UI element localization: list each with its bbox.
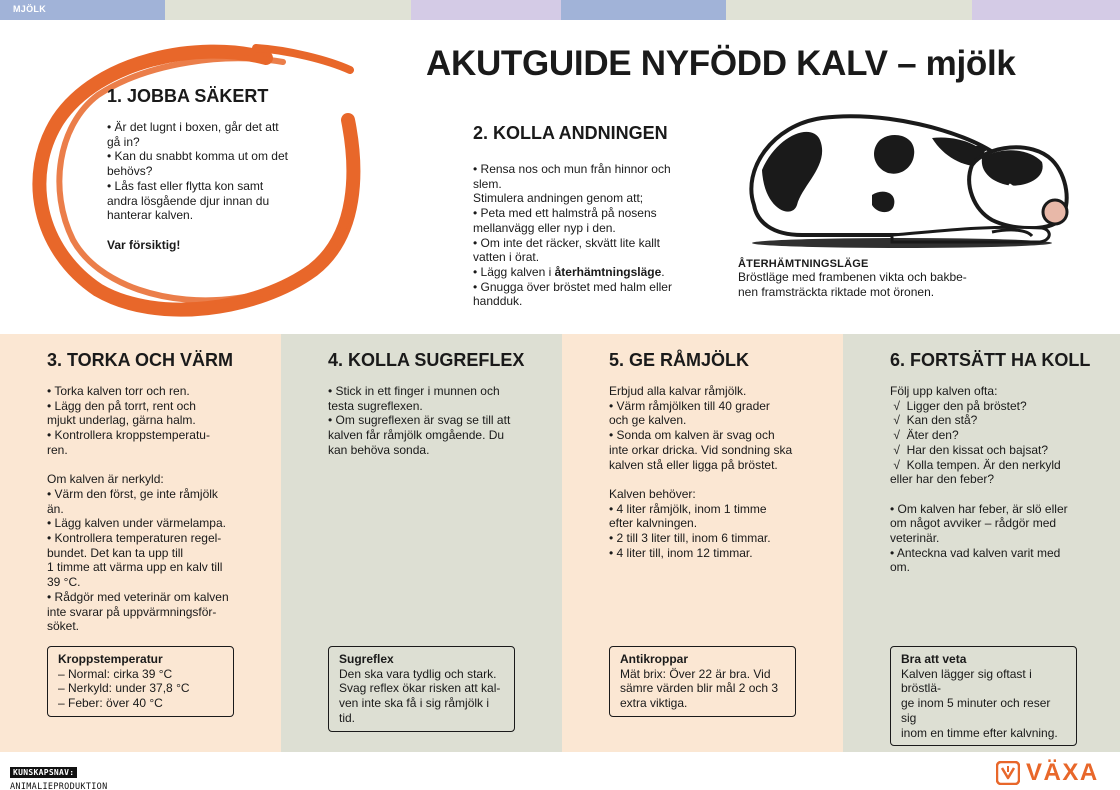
panel-check-suck-reflex <box>281 334 562 752</box>
text-line: handduk. <box>473 294 523 309</box>
text-line: gå in? <box>107 134 140 149</box>
text-line: • Kan du snabbt komma ut om det <box>107 149 288 164</box>
recovery-position-caption <box>738 258 1000 299</box>
panel-body <box>890 384 1080 575</box>
footer-label-bottom: ANIMALIEPRODUKTION <box>10 782 108 790</box>
text-line: • 4 liter råmjölk, inom 1 timme <box>609 501 767 516</box>
text-line: Den ska vara tydlig och stark. <box>339 666 497 681</box>
info-box-title: Sugreflex <box>339 652 394 666</box>
text-line: veterinär. <box>890 531 940 546</box>
stripe-segment <box>726 0 972 20</box>
text-line: • Om kalven har feber, är slö eller <box>890 501 1068 516</box>
text-line: extra viktiga. <box>620 696 688 711</box>
checklist-item: √ Kolla tempen. Är den nerkyld <box>890 457 1061 472</box>
panel-body <box>47 384 237 634</box>
info-box-antibodies <box>609 646 796 717</box>
text-line: • Gnugga över bröstet med halm eller <box>473 279 672 294</box>
checklist-item: √ Äter den? <box>890 428 959 443</box>
text-line: nen framsträckta riktade mot öronen. <box>738 284 935 299</box>
panel-heading: 6. FORTSÄTT HA KOLL <box>890 350 1091 370</box>
text-line: • Om sugreflexen är svag se till att <box>328 413 511 428</box>
caption-body <box>738 270 1000 299</box>
text-line: Kalven lägger sig oftast i bröstlä- <box>901 666 1032 696</box>
text-line: • 2 till 3 liter till, inom 6 timmar. <box>609 531 771 546</box>
text-line: • Lägg kalven i återhämtningsläge. <box>473 264 665 279</box>
text-line: kalven stå eller ligga på bröstet. <box>609 457 778 472</box>
text-line <box>609 472 799 487</box>
text-line: inom en timme efter kalvning. <box>901 725 1058 740</box>
text-line: • Om inte det räcker, skvätt lite kallt <box>473 235 660 250</box>
text-line: • Peta med ett halmstrå på nosens <box>473 206 657 221</box>
section-heading: 2. KOLLA ANDNINGEN <box>473 123 668 143</box>
info-box-good-to-know <box>890 646 1077 746</box>
kunskapsnav-label <box>10 762 108 790</box>
text-line: • Stick in ett finger i munnen och <box>328 384 500 398</box>
vaxa-logo-icon <box>996 761 1020 785</box>
text-line: hanterar kalven. <box>107 208 194 223</box>
text-line: testa sugreflexen. <box>328 398 423 413</box>
text-line: • Värm den först, ge inte råmjölk än. <box>47 486 218 516</box>
category-tag: MJÖLK <box>13 4 46 14</box>
text-line: söket. <box>47 619 80 634</box>
footer-label-top: KUNSKAPSNAV: <box>10 767 77 778</box>
checklist-item: √ Kan den stå? <box>890 413 978 428</box>
text-line: • 4 liter till, inom 12 timmar. <box>609 545 753 560</box>
text-line: om något avviker – rådgör med <box>890 516 1057 531</box>
text-line: • Lägg kalven under värmelampa. <box>47 516 226 531</box>
text-line <box>890 487 1080 502</box>
text-line: – Nerkyld: under 37,8 °C <box>58 681 190 696</box>
info-box-body-temperature <box>47 646 234 717</box>
section-body <box>473 162 688 309</box>
text-line: kan behöva sonda. <box>328 442 430 457</box>
caption-title: ÅTERHÄMTNINGSLÄGE <box>738 258 869 270</box>
panel-heading: 5. GE RÅMJÖLK <box>609 350 750 370</box>
panel-body <box>328 384 518 458</box>
stripe-segment <box>165 0 411 20</box>
text-line: behövs? <box>107 164 153 179</box>
text-line: mjukt underlag, gärna halm. <box>47 413 196 428</box>
text-line: • Rådgör med veterinär om kalven <box>47 589 229 604</box>
vaxa-logo-text: VÄXA <box>1026 759 1099 786</box>
panel-heading: 3. TORKA OCH VÄRM <box>47 350 234 370</box>
text-line: • Kontrollera kroppstemperatu- <box>47 428 210 443</box>
text-line: Erbjud alla kalvar råmjölk. <box>609 384 747 398</box>
text-line: • Lägg den på torrt, rent och <box>47 398 196 413</box>
stripe-segment <box>561 0 726 20</box>
text-line: ven inte ska få i sig råmjölk i tid. <box>339 696 490 725</box>
top-color-stripe <box>0 0 1120 20</box>
recovery-position-term: återhämtningsläge <box>554 264 662 279</box>
text-line: • Lås fast eller flytta kon samt <box>107 178 264 193</box>
text-line <box>47 458 237 473</box>
text-line: – Normal: cirka 39 °C <box>58 666 173 681</box>
text-line: sämre värden blir mål 2 och 3 <box>620 681 779 696</box>
text-line: • Värm råmjölken till 40 grader <box>609 398 770 413</box>
text-line: vatten i örat. <box>473 250 540 265</box>
text-line: slem. <box>473 176 502 191</box>
info-box-title: Antikroppar <box>620 652 689 666</box>
panel-keep-monitoring <box>843 334 1120 752</box>
text-line: kalven får råmjölk omgående. Du <box>328 428 505 443</box>
text-line: andra lösgående djur innan du <box>107 193 270 208</box>
warning-text: Var försiktig! <box>107 237 181 252</box>
text-line: ren. <box>47 442 68 457</box>
text-line: Om kalven är nerkyld: <box>47 472 164 487</box>
section-check-breathing <box>473 123 688 309</box>
text-line: • Är det lugnt i boxen, går det att <box>107 120 279 134</box>
stripe-segment <box>411 0 561 20</box>
text-line: • Sonda om kalven är svag och <box>609 428 775 443</box>
panel-give-colostrum <box>562 334 843 752</box>
vaxa-logo <box>996 759 1099 787</box>
text-line: Svag reflex ökar risken att kal- <box>339 681 501 696</box>
text-line: om. <box>890 560 911 575</box>
stripe-segment <box>972 0 1120 20</box>
text-line: Stimulera andningen genom att; <box>473 191 644 206</box>
text-line: ge inom 5 minuter och reser sig <box>901 696 1051 725</box>
text-line: • Kontrollera temperaturen regel- <box>47 531 222 546</box>
text-line: Bröstläge med frambenen vikta och bakbe- <box>738 270 967 284</box>
text-line: och ge kalven. <box>609 413 687 428</box>
section-work-safely <box>107 86 307 252</box>
info-box-title: Bra att veta <box>901 652 967 666</box>
text-line: Mät brix: Över 22 är bra. Vid <box>620 666 771 681</box>
text-line: 39 °C. <box>47 575 81 590</box>
calf-recovery-position-illustration <box>742 110 1072 250</box>
text-line: eller har den feber? <box>890 472 995 487</box>
panel-body <box>609 384 799 560</box>
text-line: • Anteckna vad kalven varit med <box>890 545 1061 560</box>
text-line: mellanvägg eller nyp i den. <box>473 220 616 235</box>
text-line: • Rensa nos och mun från hinnor och <box>473 162 671 176</box>
text-line: inte orkar dricka. Vid sondning ska <box>609 442 793 457</box>
text-line: 1 timme att värma upp en kalv till <box>47 560 223 575</box>
info-box-suck-reflex <box>328 646 515 732</box>
panel-dry-and-warm <box>0 334 281 752</box>
page-title: AKUTGUIDE NYFÖDD KALV – mjölk <box>426 44 1016 83</box>
panel-heading: 4. KOLLA SUGREFLEX <box>328 350 525 370</box>
checklist-item: √ Ligger den på bröstet? <box>890 398 1027 413</box>
text-line: bundet. Det kan ta upp till <box>47 545 184 560</box>
text-line: Kalven behöver: <box>609 486 696 501</box>
text-line: inte svarar på uppvärmningsför- <box>47 604 217 619</box>
text-line: Följ upp kalven ofta: <box>890 384 998 398</box>
text-line: efter kalvningen. <box>609 516 698 531</box>
text-line: – Feber: över 40 °C <box>58 696 163 711</box>
text-line: • Torka kalven torr och ren. <box>47 384 190 398</box>
section-body <box>107 120 307 252</box>
checklist-item: √ Har den kissat och bajsat? <box>890 442 1048 457</box>
section-heading: 1. JOBBA SÄKERT <box>107 86 269 106</box>
info-box-title: Kroppstemperatur <box>58 652 163 666</box>
